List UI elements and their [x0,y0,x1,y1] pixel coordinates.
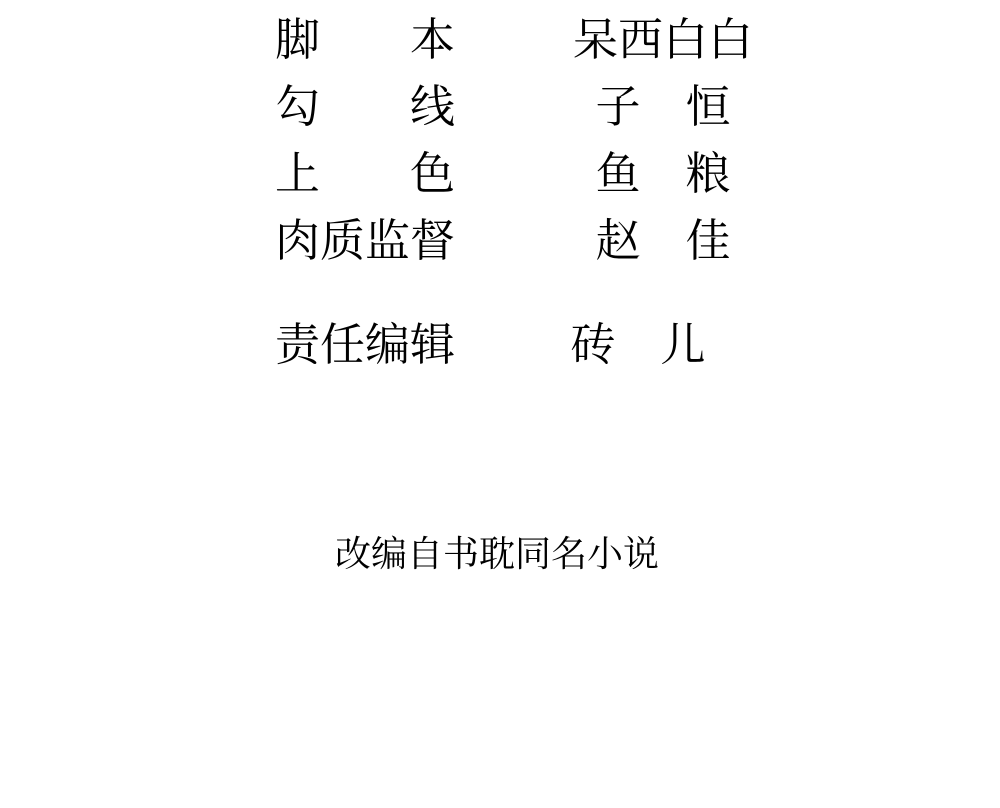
credit-row-supervision [275,207,753,274]
credit-role: 勾 线 [275,81,456,132]
credit-name: 赵 佳 [595,215,731,266]
credit-row-coloring [275,140,753,207]
credit-row-lineart [275,73,753,140]
credit-role: 肉质监督 [275,215,456,266]
credit-name: 砖 儿 [570,319,706,370]
credit-role: 上 色 [275,148,456,199]
credits-list [275,6,753,378]
credit-name: 子 恒 [595,81,731,132]
credit-role: 脚 本 [275,14,456,65]
credit-row-script [275,6,753,73]
credit-name: 鱼 粮 [595,148,731,199]
credit-role: 责任编辑 [275,319,456,370]
adaptation-note: 改编自书耽同名小说 [335,533,660,574]
credit-row-editor [275,311,753,378]
credit-name: 呆西白白 [573,14,754,65]
